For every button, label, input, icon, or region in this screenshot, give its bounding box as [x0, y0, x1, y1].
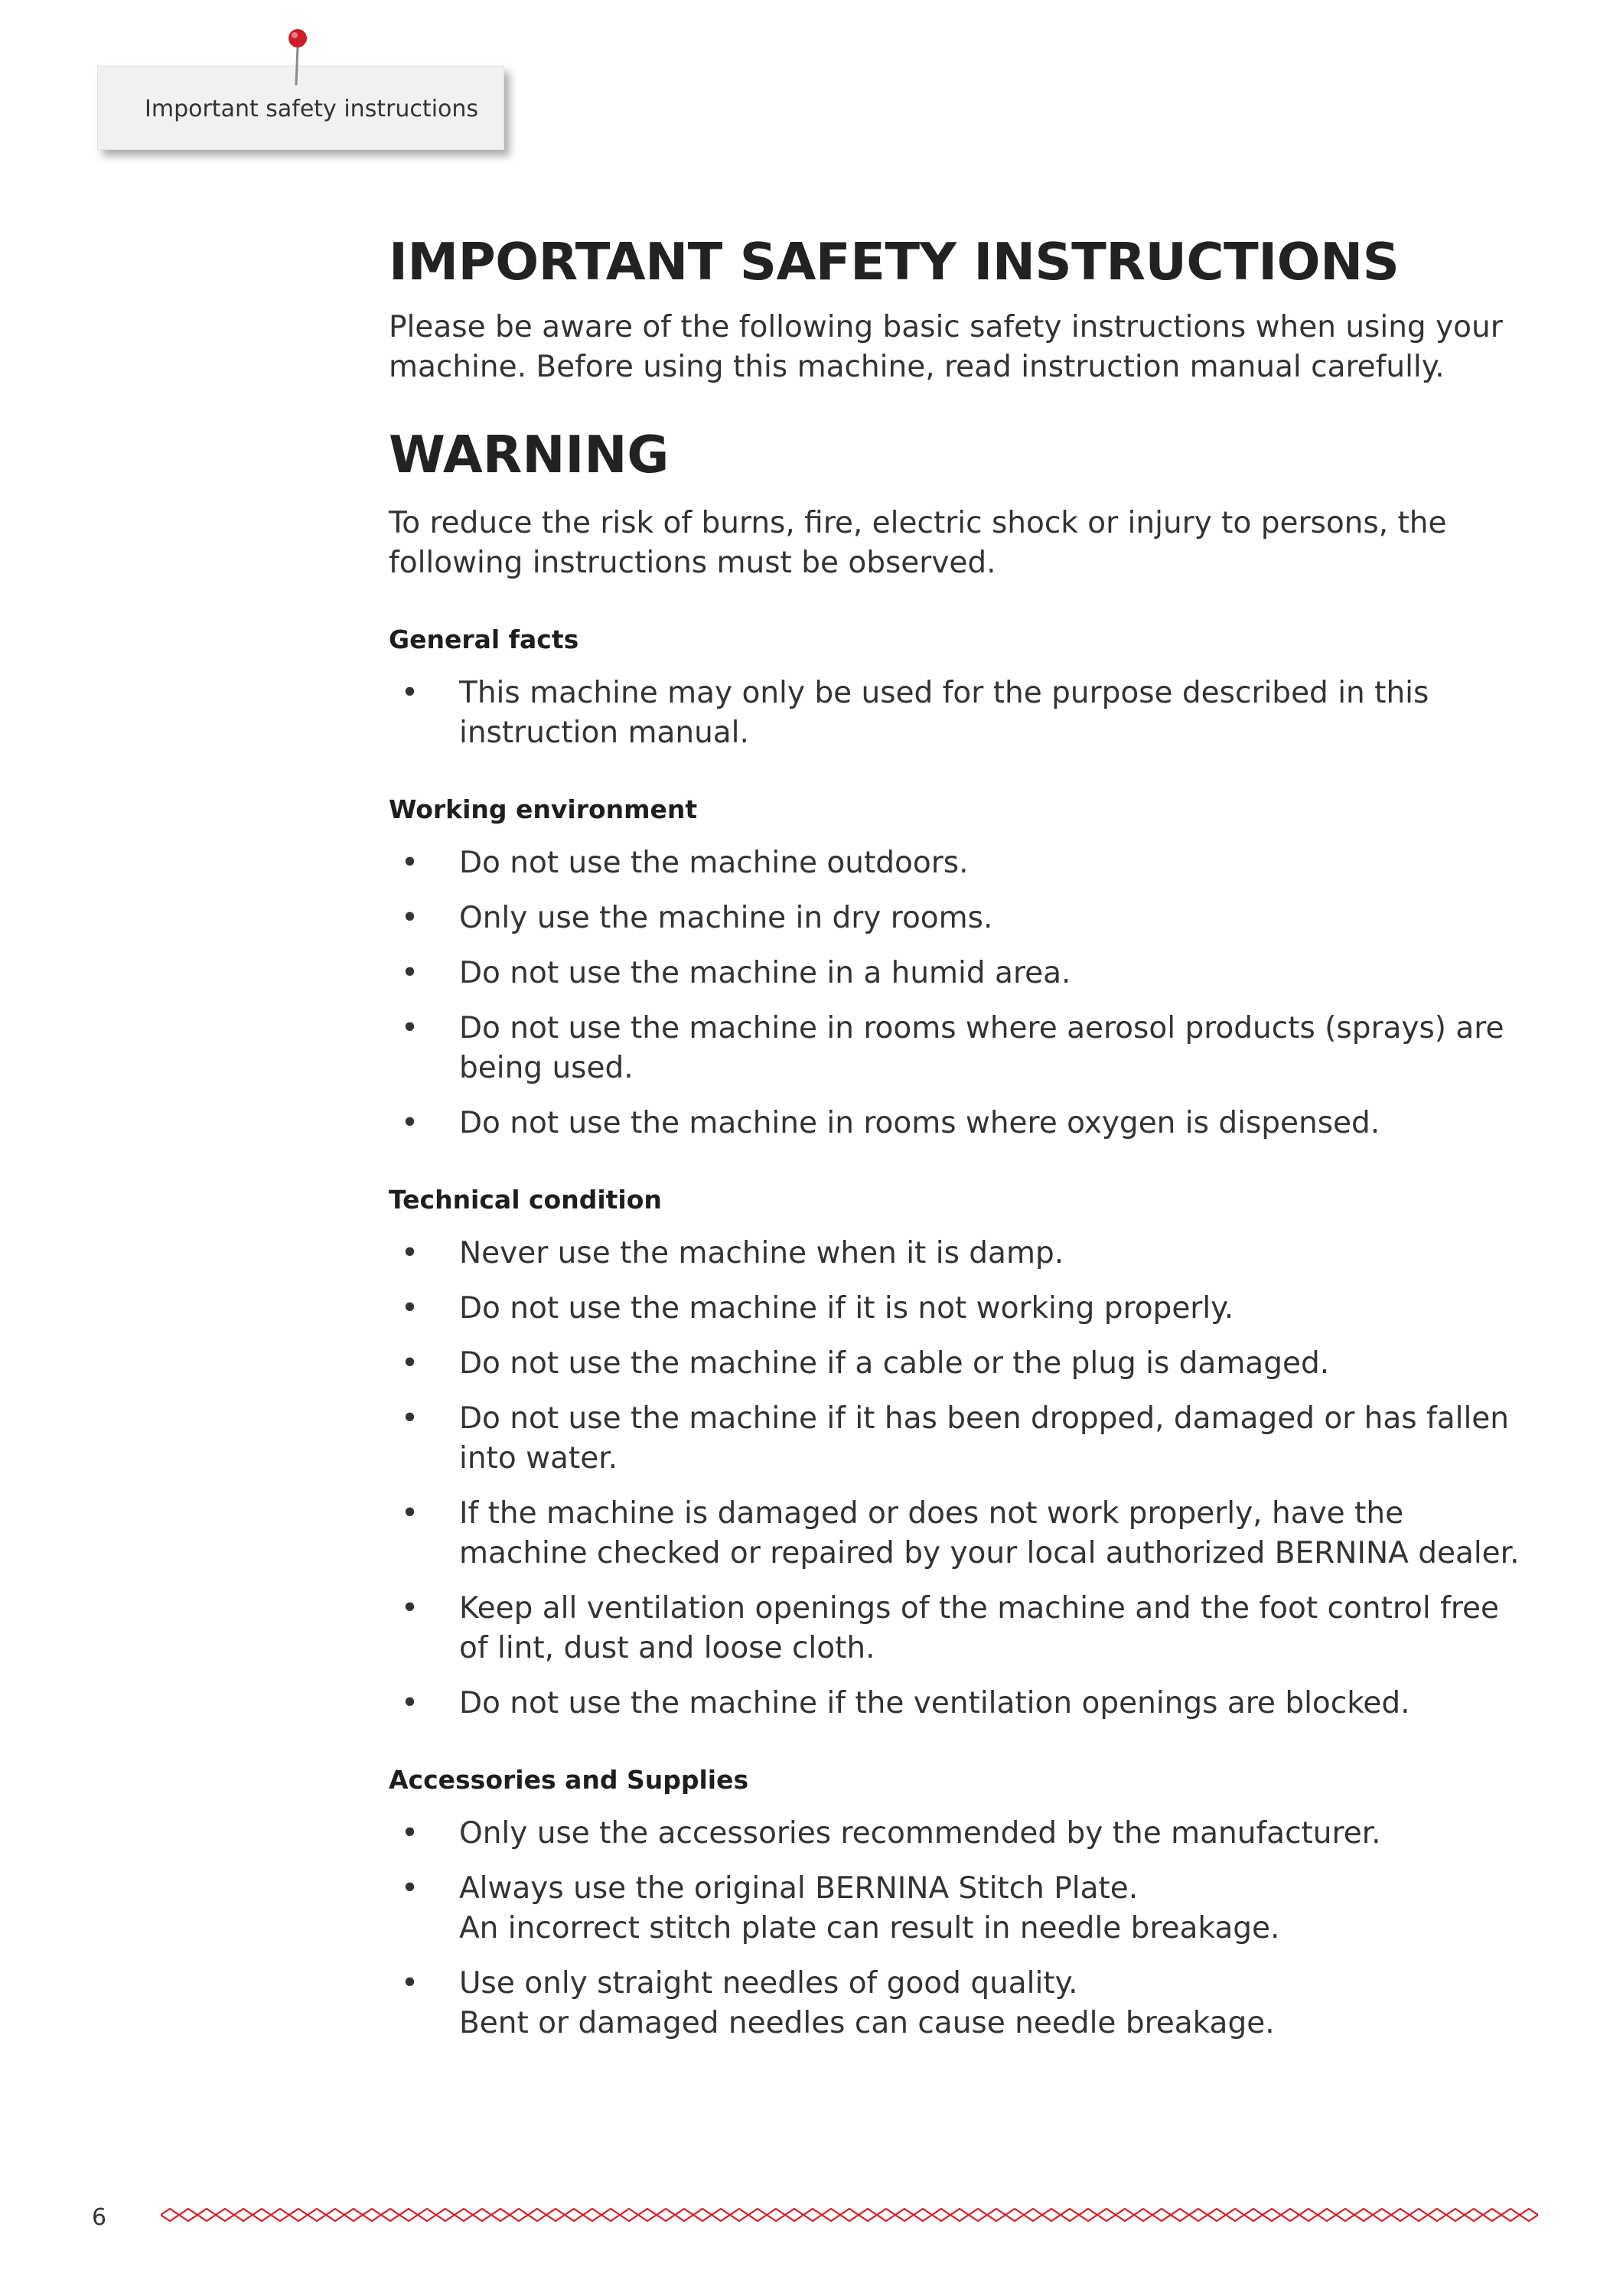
list-item	[389, 1869, 1537, 1949]
page-number: 6	[92, 2204, 107, 2231]
list-item	[389, 843, 1537, 883]
content	[389, 230, 1537, 2043]
list-item	[389, 1814, 1537, 1854]
section-heading: Technical condition	[389, 1185, 662, 1215]
list-item	[389, 1289, 1537, 1329]
list-item-text: Keep all ventilation openings of the machine and the foot control free of lint, dust and loose cloth.	[459, 1591, 1500, 1665]
list-item-text: Only use the machine in dry rooms.	[459, 901, 993, 935]
page-title: IMPORTANT SAFETY INSTRUCTIONS	[389, 232, 1400, 292]
bullet-list	[389, 673, 1537, 753]
list-item-text: Do not use the machine in rooms where oxygen is dispensed.	[459, 1106, 1380, 1140]
section-accessories-and-supplies	[389, 1763, 1537, 2043]
bullet-icon: •	[401, 676, 419, 710]
list-item-text: Do not use the machine in rooms where aerosol products (sprays) are being used.	[459, 1011, 1504, 1085]
list-item-text: Use only straight needles of good quality.	[459, 1966, 1078, 2001]
bullet-icon: •	[401, 1011, 419, 1045]
list-item-text: Do not use the machine if a cable or the plug is damaged.	[459, 1346, 1330, 1381]
bullet-icon: •	[401, 1236, 419, 1270]
bullet-icon: •	[401, 1686, 419, 1720]
bullet-icon: •	[401, 1401, 419, 1436]
list-item	[389, 1234, 1537, 1274]
bullet-icon: •	[401, 846, 419, 880]
stitch-border-decoration	[161, 2206, 1538, 2224]
section-heading: Working environment	[389, 794, 698, 824]
bullet-list	[389, 1234, 1537, 1724]
warning-text: To reduce the risk of burns, fire, electric shock or injury to persons, the following instructions must be observed.	[389, 506, 1447, 580]
list-item-subtext: Bent or damaged needles can cause needle breakage.	[459, 2006, 1275, 2040]
list-item	[389, 1684, 1537, 1724]
section-technical-condition	[389, 1183, 1537, 1724]
pushpin-icon	[284, 28, 311, 86]
list-item	[389, 1104, 1537, 1143]
list-item-text: Do not use the machine if the ventilation openings are blocked.	[459, 1686, 1410, 1720]
bullet-list	[389, 1814, 1537, 2043]
bullet-icon: •	[401, 1966, 419, 2001]
list-item-text: Do not use the machine if it is not working properly.	[459, 1291, 1234, 1326]
list-item	[389, 1344, 1537, 1384]
bullet-list	[389, 843, 1537, 1143]
stitch-line	[161, 2209, 1538, 2215]
bullet-icon: •	[401, 1106, 419, 1140]
list-item	[389, 954, 1537, 993]
list-item	[389, 1589, 1537, 1668]
list-item	[389, 899, 1537, 938]
list-item	[389, 1964, 1537, 2043]
stitch-line	[161, 2215, 1538, 2221]
list-item	[389, 1494, 1537, 1574]
bullet-icon: •	[401, 1291, 419, 1326]
list-item-text: This machine may only be used for the purpose described in this instruction manual.	[459, 676, 1429, 750]
list-item-subtext: An incorrect stitch plate can result in needle breakage.	[459, 1911, 1280, 1945]
bullet-icon: •	[401, 901, 419, 935]
bullet-icon: •	[401, 1346, 419, 1381]
list-item-text: Always use the original BERNINA Stitch Plate.	[459, 1871, 1139, 1906]
header-tab-label: Important safety instructions	[145, 96, 479, 122]
bullet-icon: •	[401, 1591, 419, 1626]
warning-title: WARNING	[389, 425, 670, 484]
bullet-icon: •	[401, 1816, 419, 1851]
intro-paragraph: Please be aware of the following basic safety instructions when using your machine. Before using this machine, read instruction manual carefully.	[389, 310, 1503, 384]
bullet-icon: •	[401, 1496, 419, 1531]
list-item	[389, 673, 1537, 753]
bullet-icon: •	[401, 1871, 419, 1906]
list-item-text: If the machine is damaged or does not work properly, have the machine checked or repaired by your local authorized BERNINA dealer.	[459, 1496, 1520, 1570]
list-item-text: Do not use the machine in a humid area.	[459, 956, 1071, 990]
section-working-environment	[389, 793, 1537, 1143]
list-item	[389, 1399, 1537, 1479]
section-heading: Accessories and Supplies	[389, 1765, 749, 1795]
section-heading: General facts	[389, 625, 579, 654]
list-item-text: Never use the machine when it is damp.	[459, 1236, 1064, 1270]
list-item-text: Do not use the machine if it has been dropped, damaged or has fallen into water.	[459, 1401, 1509, 1476]
list-item-text: Only use the accessories recommended by the manufacturer.	[459, 1816, 1381, 1851]
section-general-facts	[389, 623, 1537, 753]
bullet-icon: •	[401, 956, 419, 990]
list-item	[389, 1009, 1537, 1088]
list-item-text: Do not use the machine outdoors.	[459, 846, 969, 880]
